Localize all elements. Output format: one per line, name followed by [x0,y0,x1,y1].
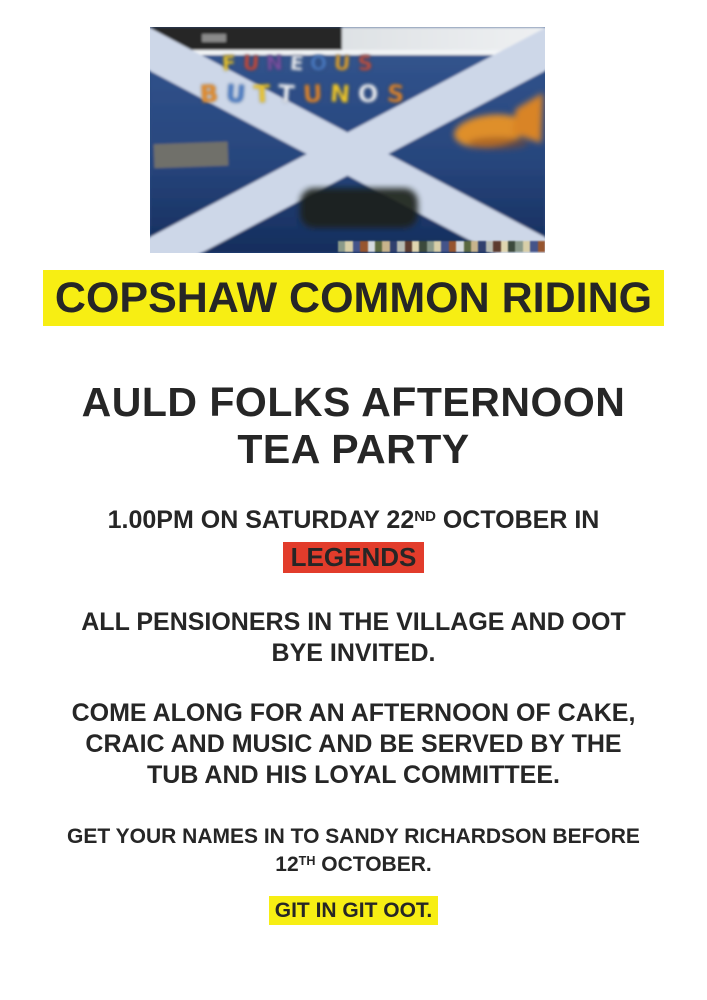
magnet-letter: O [309,50,328,76]
strip-segment [405,241,412,252]
date-line [0,505,707,539]
strip-segment [353,241,360,252]
headline-highlight: COPSHAW COMMON RIDING [43,270,664,326]
photo-bottom-strip [338,241,545,252]
body-line3: TUB AND HIS LOYAL COMMITTEE. [147,761,560,789]
names-line1: GET YOUR NAMES IN TO SANDY RICHARDSON BEFORE [67,825,640,848]
date-ordinal: ND [414,508,436,526]
photo-dark-blob [300,188,418,228]
magnet-letter: F [221,50,237,76]
magnet-letter: O [357,79,381,109]
strip-segment [390,241,397,252]
strip-segment [486,241,493,252]
date-text-suffix: OCTOBER IN [435,506,600,534]
strip-segment [345,241,352,252]
names-ordinal: TH [298,854,316,869]
event-title-line1: AULD FOLKS AFTERNOON [81,379,626,425]
strip-segment [508,241,515,252]
strip-segment [456,241,463,252]
strip-segment [493,241,500,252]
names-date-suffix: OCTOBER. [315,853,432,876]
magnet-letter: U [241,50,260,76]
strip-segment [412,241,419,252]
magnet-letters-row-1 [222,51,372,75]
magnet-letter: N [329,79,353,109]
strip-segment [441,241,448,252]
names-line2 [0,851,707,881]
event-title-line2: TEA PARTY [237,426,470,472]
magnet-letter: U [301,79,324,109]
strip-segment [375,241,382,252]
body-text [0,698,707,791]
strip-segment [427,241,434,252]
strip-segment [449,241,456,252]
invite-text [0,607,707,669]
flag-photo [150,27,545,253]
event-title [0,379,707,473]
strip-segment [397,241,404,252]
strip-segment [515,241,522,252]
venue-row [0,542,707,573]
magnet-letter: B [199,79,221,109]
photo-grey-object [154,142,229,169]
invite-line2: BYE INVITED. [271,639,436,667]
magnet-letter: E [288,50,305,76]
strip-segment [338,241,345,252]
magnet-letter: T [277,79,297,109]
magnet-letter: U [225,79,248,109]
body-line2: CRAIC AND MUSIC AND BE SERVED BY THE [85,730,622,758]
photo-dark-bar-mark [202,34,226,42]
strip-segment [419,241,426,252]
strip-segment [523,241,530,252]
footer-highlight: GIT IN GIT OOT. [269,896,439,925]
strip-segment [368,241,375,252]
strip-segment [538,241,545,252]
names-date: 12 [275,853,299,876]
magnet-letter: S [385,79,406,109]
strip-segment [434,241,441,252]
magnet-letter: N [265,50,284,76]
footer-row [0,896,707,925]
strip-segment [530,241,537,252]
magnet-letter: U [333,50,352,76]
body-line1: COME ALONG FOR AN AFTERNOON OF CAKE, [71,699,636,727]
magnet-letter: S [356,50,373,76]
strip-segment [360,241,367,252]
invite-line1: ALL PENSIONERS IN THE VILLAGE AND OOT [81,608,626,636]
venue-highlight: LEGENDS [283,542,425,573]
strip-segment [478,241,485,252]
magnet-letter: T [253,79,272,109]
magnet-letters-row-2 [200,80,405,108]
date-text: 1.00PM ON SATURDAY 22 [107,506,415,534]
strip-segment [501,241,508,252]
strip-segment [382,241,389,252]
names-text [0,823,707,881]
headline-row [0,270,707,326]
strip-segment [471,241,478,252]
strip-segment [464,241,471,252]
